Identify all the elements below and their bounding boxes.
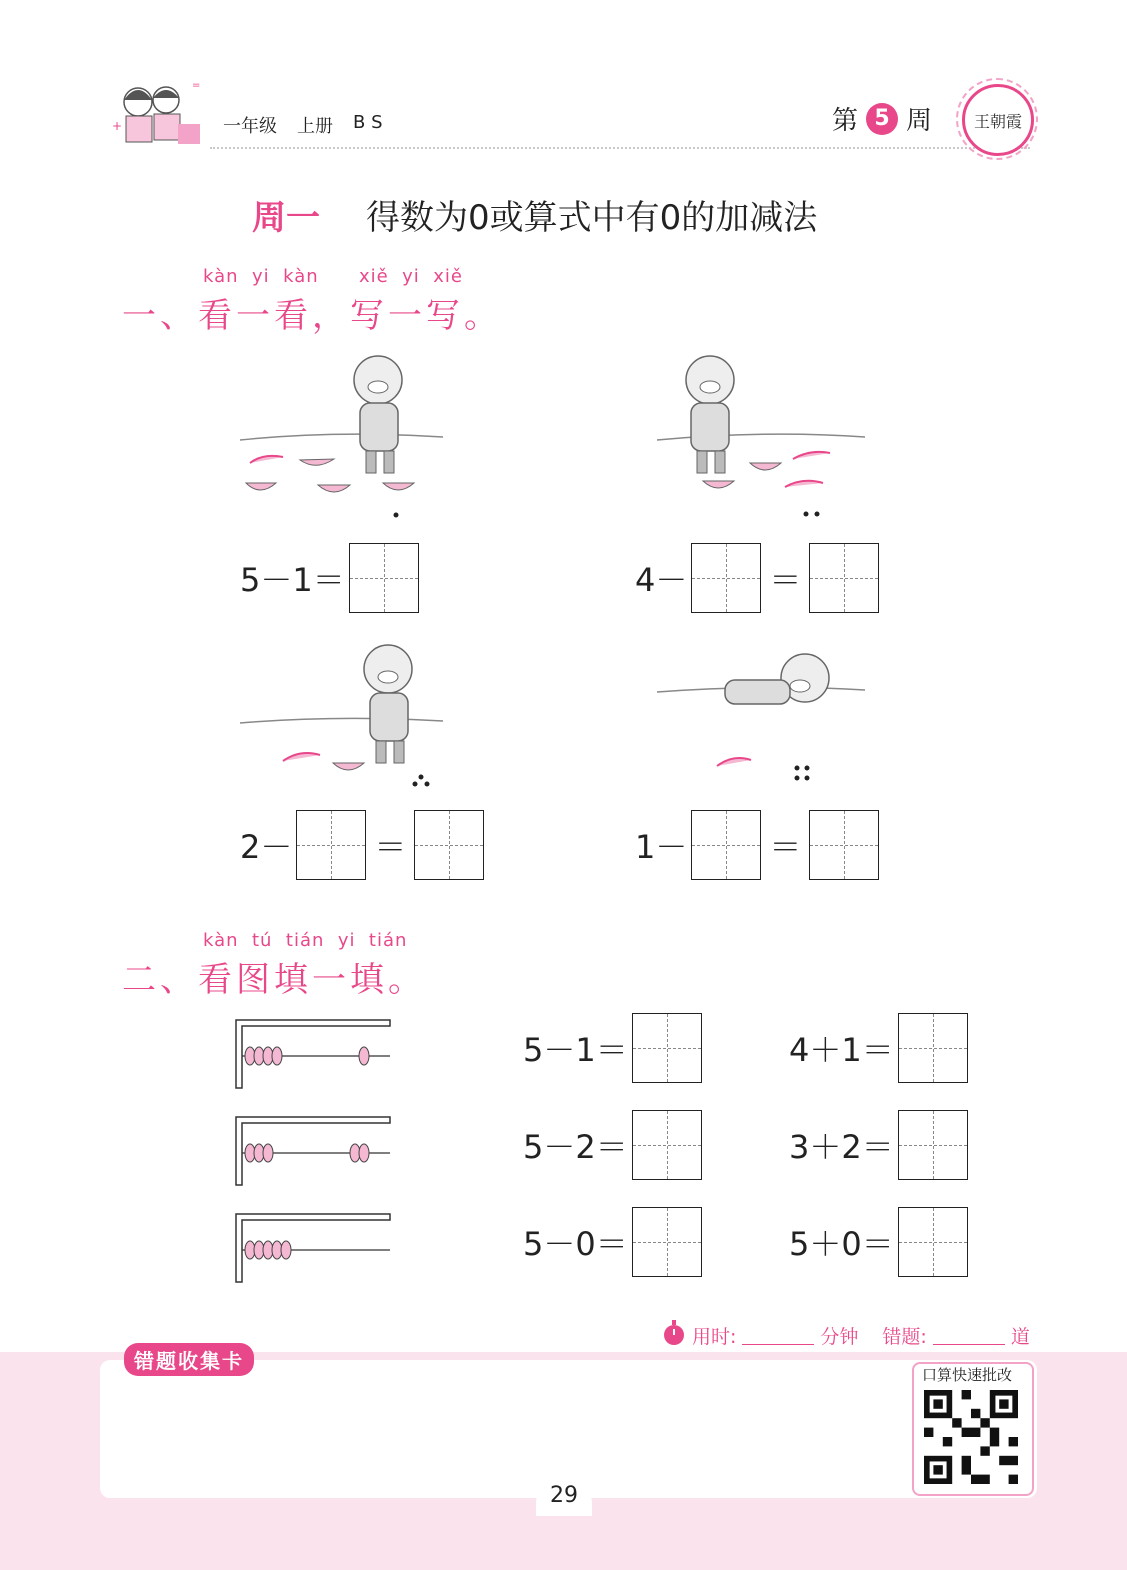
equation-2-2a xyxy=(523,1110,702,1180)
errors-unit: 道 xyxy=(1010,1326,1030,1348)
equation-text: 5－0＝ xyxy=(523,1225,628,1263)
answer-box[interactable] xyxy=(632,1110,702,1180)
equation-2-3b xyxy=(789,1207,968,1277)
answer-box[interactable] xyxy=(691,810,761,880)
errors-input[interactable] xyxy=(933,1326,1005,1345)
answer-box[interactable] xyxy=(414,810,484,880)
week-suffix: 周 xyxy=(906,106,933,136)
section1-heading: 一、看一看，写一写。 xyxy=(122,296,502,336)
equation-text: 5－2＝ xyxy=(523,1128,628,1166)
equation-1-3 xyxy=(240,810,484,880)
equation-1-4 xyxy=(635,810,879,880)
page-number: 29 xyxy=(536,1476,592,1516)
equals-sign: ＝ xyxy=(769,561,802,599)
qr-code-icon xyxy=(924,1390,1018,1484)
time-label: 用时: xyxy=(692,1326,737,1348)
equation-2-1a xyxy=(523,1013,702,1083)
kids-illustration xyxy=(108,72,208,154)
abacus-bead xyxy=(281,1241,291,1259)
pig-watermelon-scene-2 xyxy=(655,345,870,520)
equals-sign: ＝ xyxy=(374,828,407,866)
week-number-badge: 5 xyxy=(866,103,898,135)
pig-watermelon-scene-1 xyxy=(238,345,448,520)
equation-text: 5＋0＝ xyxy=(789,1225,894,1263)
answer-box[interactable] xyxy=(898,1207,968,1277)
equation-2-1b xyxy=(789,1013,968,1083)
answer-box[interactable] xyxy=(898,1110,968,1180)
edition-label: B S xyxy=(353,112,383,133)
time-input[interactable] xyxy=(742,1326,814,1345)
week-indicator xyxy=(832,100,932,137)
abacus-bead xyxy=(359,1144,369,1162)
equation-2-3a xyxy=(523,1207,702,1277)
volume-label: 上册 xyxy=(297,116,333,137)
qr-label: 口算快速批改 xyxy=(922,1366,1013,1384)
answer-box[interactable] xyxy=(632,1013,702,1083)
svg-text:=: = xyxy=(192,80,201,91)
equation-text: 1－ xyxy=(635,828,688,866)
answer-box[interactable] xyxy=(632,1207,702,1277)
minutes-unit: 分钟 xyxy=(820,1326,859,1348)
abacus-bead xyxy=(272,1047,282,1065)
pig-watermelon-scene-4 xyxy=(655,640,870,795)
answer-box[interactable] xyxy=(691,543,761,613)
pig-watermelon-scene-3 xyxy=(238,635,448,795)
answer-box[interactable] xyxy=(349,543,419,613)
book-info xyxy=(220,112,386,138)
abacus-1 xyxy=(234,1018,394,1090)
grade-label: 一年级 xyxy=(223,116,277,137)
svg-text:+: + xyxy=(112,119,123,133)
day-label: 周一 xyxy=(252,198,320,238)
abacus-3 xyxy=(234,1212,394,1284)
abacus-bead xyxy=(263,1144,273,1162)
answer-box[interactable] xyxy=(296,810,366,880)
equation-text: 2－ xyxy=(240,828,293,866)
section1-pinyin: kàn yi kàn xiě yi xiě xyxy=(203,266,463,287)
header-divider xyxy=(210,147,1030,149)
answer-box[interactable] xyxy=(809,543,879,613)
equation-text: 3＋2＝ xyxy=(789,1128,894,1166)
equation-2-2b xyxy=(789,1110,968,1180)
equation-1-2 xyxy=(635,543,879,613)
mistake-card-label: 错题收集卡 xyxy=(124,1343,254,1376)
answer-box[interactable] xyxy=(809,810,879,880)
equals-sign: ＝ xyxy=(769,828,802,866)
answer-box[interactable] xyxy=(898,1013,968,1083)
equation-text: 5－1＝ xyxy=(523,1031,628,1069)
equation-text: 4－ xyxy=(635,561,688,599)
equation-text: 4＋1＝ xyxy=(789,1031,894,1069)
abacus-bead xyxy=(359,1047,369,1065)
errors-label: 错题: xyxy=(882,1326,927,1348)
abacus-2 xyxy=(234,1115,394,1187)
section2-pinyin: kàn tú tián yi tián xyxy=(203,930,408,951)
brand-logo: 王朝霞 xyxy=(962,84,1034,156)
section2-heading: 二、看图填一填。 xyxy=(122,960,426,1000)
equation-1-1 xyxy=(240,543,419,613)
week-prefix: 第 xyxy=(832,106,859,136)
page-title: 得数为0或算式中有0的加减法 xyxy=(366,198,818,238)
equation-text: 5－1＝ xyxy=(240,561,345,599)
stopwatch-icon xyxy=(662,1320,686,1351)
time-record xyxy=(662,1320,1030,1351)
